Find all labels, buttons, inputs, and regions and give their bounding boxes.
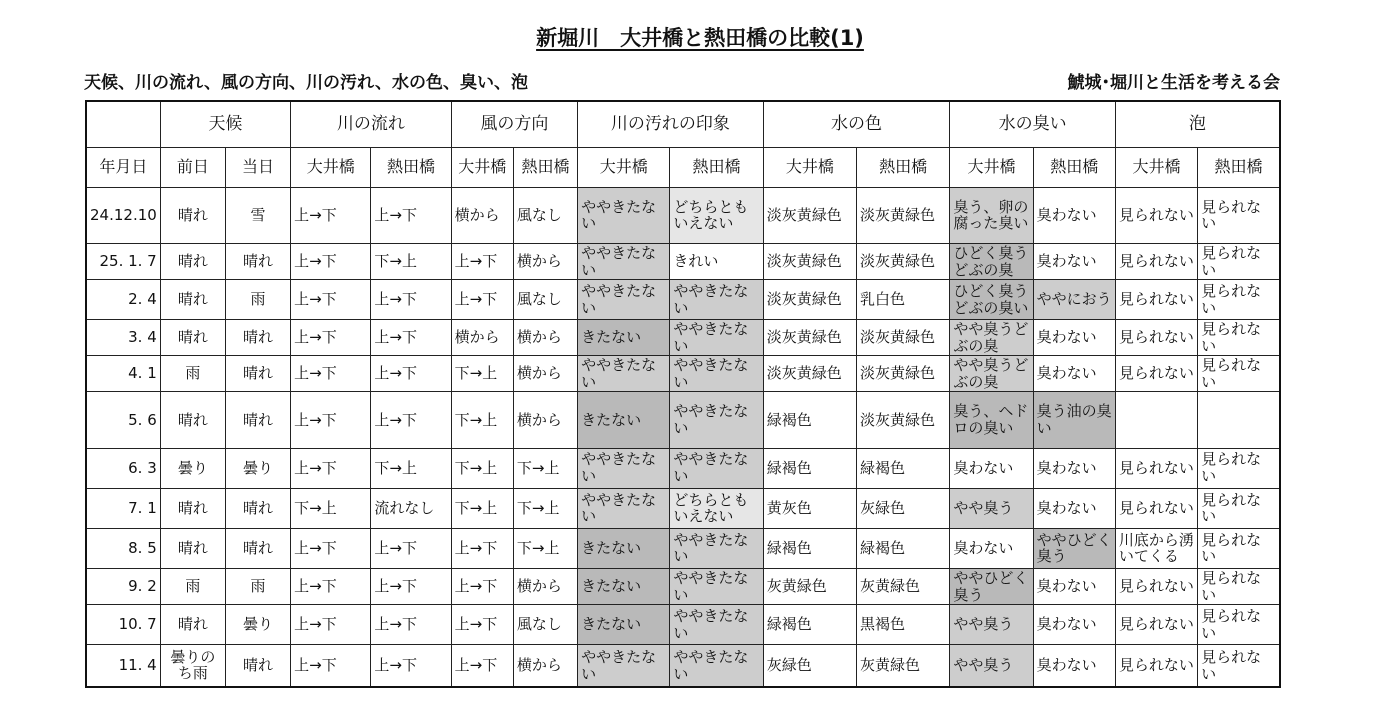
cell-wind-atsuta: 下→上 [513, 528, 577, 568]
cell-date: 10. 7 [86, 605, 160, 645]
cell-color-atsuta: 黒褐色 [857, 605, 950, 645]
cell-weather-prev: 晴れ [160, 280, 225, 320]
cell-smell-atsuta: ややひどく臭う [1033, 528, 1115, 568]
cell-dirt-oi: ややきたない [578, 356, 670, 392]
cell-foam-atsuta: 見られない [1198, 448, 1280, 488]
cell-flow-oi: 上→下 [291, 392, 371, 448]
cell-wind-oi: 下→上 [451, 356, 513, 392]
cell-dirt-oi: ややきたない [578, 645, 670, 687]
cell-flow-oi: 上→下 [291, 243, 371, 279]
cell-wind-atsuta: 横から [513, 243, 577, 279]
cell-wind-atsuta: 横から [513, 645, 577, 687]
cell-smell-atsuta: 臭わない [1033, 356, 1115, 392]
cell-flow-atsuta: 上→下 [371, 320, 451, 356]
cell-flow-oi: 上→下 [291, 528, 371, 568]
cell-weather-day: 曇り [225, 448, 290, 488]
cell-color-atsuta: 淡灰黄緑色 [857, 356, 950, 392]
cell-weather-prev: 晴れ [160, 320, 225, 356]
cell-foam-oi: 見られない [1115, 320, 1197, 356]
cell-wind-atsuta: 下→上 [513, 488, 577, 528]
document-subtitle: 天候、川の流れ、風の方向、川の汚れ、水の色、臭い、泡 [84, 73, 529, 93]
cell-flow-atsuta: 上→下 [371, 187, 451, 243]
cell-smell-atsuta: 臭わない [1033, 187, 1115, 243]
cell-foam-atsuta: 見られない [1198, 528, 1280, 568]
cell-weather-day: 雨 [225, 568, 290, 604]
header-foam: 泡 [1115, 101, 1280, 147]
document-title [0, 22, 1400, 52]
cell-date: 8. 5 [86, 528, 160, 568]
table-row [86, 605, 1280, 645]
cell-dirt-oi: きたない [578, 605, 670, 645]
cell-weather-prev: 晴れ [160, 488, 225, 528]
cell-foam-oi: 川底から湧いてくる [1115, 528, 1197, 568]
cell-date: 11. 4 [86, 645, 160, 687]
cell-dirt-oi: ややきたない [578, 488, 670, 528]
cell-weather-prev: 雨 [160, 356, 225, 392]
table-row [86, 320, 1280, 356]
cell-weather-day: 晴れ [225, 320, 290, 356]
cell-foam-oi [1115, 392, 1197, 448]
cell-flow-atsuta: 上→下 [371, 356, 451, 392]
cell-color-oi: 緑褐色 [763, 605, 856, 645]
cell-foam-atsuta: 見られない [1198, 356, 1280, 392]
cell-flow-atsuta: 上→下 [371, 528, 451, 568]
header-row-sub [86, 147, 1280, 187]
table-row [86, 528, 1280, 568]
cell-dirt-oi: きたない [578, 568, 670, 604]
cell-wind-oi: 下→上 [451, 488, 513, 528]
table-row [86, 356, 1280, 392]
cell-color-oi: 緑褐色 [763, 392, 856, 448]
organization-name: 鯱城･堀川と生活を考える会 [1067, 73, 1280, 93]
header-dirt-atsuta: 熱田橋 [670, 147, 763, 187]
cell-weather-prev: 曇り [160, 448, 225, 488]
cell-flow-oi: 上→下 [291, 320, 371, 356]
cell-foam-oi: 見られない [1115, 645, 1197, 687]
cell-dirt-oi: ややきたない [578, 448, 670, 488]
header-prev-day: 前日 [160, 147, 225, 187]
cell-smell-atsuta: ややにおう [1033, 280, 1115, 320]
cell-dirt-atsuta: きれい [670, 243, 763, 279]
cell-smell-atsuta: 臭わない [1033, 243, 1115, 279]
cell-date: 4. 1 [86, 356, 160, 392]
header-weather: 天候 [160, 101, 290, 147]
cell-foam-oi: 見られない [1115, 243, 1197, 279]
cell-dirt-oi: ややきたない [578, 280, 670, 320]
cell-color-atsuta: 乳白色 [857, 280, 950, 320]
cell-weather-day: 雨 [225, 280, 290, 320]
cell-weather-day: 晴れ [225, 392, 290, 448]
cell-foam-atsuta: 見られない [1198, 568, 1280, 604]
cell-flow-atsuta: 下→上 [371, 243, 451, 279]
cell-foam-atsuta: 見られない [1198, 320, 1280, 356]
cell-color-oi: 淡灰黄緑色 [763, 320, 856, 356]
cell-color-atsuta: 淡灰黄緑色 [857, 243, 950, 279]
cell-date: 2. 4 [86, 280, 160, 320]
cell-wind-oi: 横から [451, 320, 513, 356]
cell-flow-oi: 上→下 [291, 568, 371, 604]
cell-color-oi: 淡灰黄緑色 [763, 280, 856, 320]
cell-wind-oi: 上→下 [451, 605, 513, 645]
header-same-day: 当日 [225, 147, 290, 187]
cell-smell-oi: やや臭う [950, 488, 1033, 528]
table-row [86, 243, 1280, 279]
cell-weather-prev: 晴れ [160, 187, 225, 243]
cell-color-oi: 淡灰黄緑色 [763, 356, 856, 392]
cell-weather-day: 晴れ [225, 645, 290, 687]
cell-wind-oi: 上→下 [451, 528, 513, 568]
cell-color-atsuta: 淡灰黄緑色 [857, 320, 950, 356]
cell-flow-oi: 上→下 [291, 356, 371, 392]
header-date: 年月日 [86, 147, 160, 187]
cell-color-oi: 灰緑色 [763, 645, 856, 687]
cell-smell-oi: 臭う、卵の腐った臭い [950, 187, 1033, 243]
cell-wind-oi: 上→下 [451, 243, 513, 279]
header-blank [86, 101, 160, 147]
cell-dirt-oi: きたない [578, 392, 670, 448]
cell-weather-day: 晴れ [225, 528, 290, 568]
cell-weather-prev: 晴れ [160, 528, 225, 568]
cell-flow-atsuta: 下→上 [371, 448, 451, 488]
cell-foam-atsuta [1198, 392, 1280, 448]
cell-weather-day: 雪 [225, 187, 290, 243]
cell-wind-atsuta: 横から [513, 320, 577, 356]
cell-foam-oi: 見られない [1115, 605, 1197, 645]
header-flow: 川の流れ [291, 101, 452, 147]
cell-flow-oi: 下→上 [291, 488, 371, 528]
cell-smell-atsuta: 臭わない [1033, 645, 1115, 687]
cell-color-oi: 黄灰色 [763, 488, 856, 528]
cell-smell-oi: やや臭うどぶの臭 [950, 320, 1033, 356]
cell-weather-day: 晴れ [225, 488, 290, 528]
cell-dirt-atsuta: ややきたない [670, 320, 763, 356]
cell-foam-oi: 見られない [1115, 187, 1197, 243]
header-color: 水の色 [763, 101, 950, 147]
cell-smell-atsuta: 臭わない [1033, 605, 1115, 645]
header-foam-oi: 大井橋 [1115, 147, 1197, 187]
table-row [86, 392, 1280, 448]
cell-date: 6. 3 [86, 448, 160, 488]
cell-smell-atsuta: 臭わない [1033, 448, 1115, 488]
cell-foam-atsuta: 見られない [1198, 488, 1280, 528]
document-title-text: 新堀川 大井橋と熱田橋の比較(1) [536, 26, 864, 50]
cell-flow-oi: 上→下 [291, 645, 371, 687]
cell-date: 25. 1. 7 [86, 243, 160, 279]
header-wind: 風の方向 [451, 101, 577, 147]
cell-wind-atsuta: 風なし [513, 605, 577, 645]
cell-wind-atsuta: 風なし [513, 187, 577, 243]
cell-date: 5. 6 [86, 392, 160, 448]
cell-flow-atsuta: 上→下 [371, 392, 451, 448]
cell-foam-atsuta: 見られない [1198, 280, 1280, 320]
cell-smell-oi: やや臭う [950, 645, 1033, 687]
cell-smell-oi: 臭わない [950, 528, 1033, 568]
cell-weather-day: 晴れ [225, 356, 290, 392]
cell-smell-oi: 臭う、ヘドロの臭い [950, 392, 1033, 448]
cell-foam-atsuta: 見られない [1198, 605, 1280, 645]
cell-smell-atsuta: 臭わない [1033, 568, 1115, 604]
cell-weather-prev: 晴れ [160, 392, 225, 448]
cell-wind-oi: 上→下 [451, 645, 513, 687]
cell-color-atsuta: 灰黄緑色 [857, 568, 950, 604]
cell-flow-oi: 上→下 [291, 280, 371, 320]
header-foam-atsuta: 熱田橋 [1198, 147, 1280, 187]
cell-foam-atsuta: 見られない [1198, 645, 1280, 687]
cell-wind-oi: 下→上 [451, 448, 513, 488]
cell-wind-atsuta: 横から [513, 568, 577, 604]
cell-dirt-atsuta: ややきたない [670, 448, 763, 488]
cell-smell-atsuta: 臭わない [1033, 488, 1115, 528]
cell-smell-oi: 臭わない [950, 448, 1033, 488]
cell-color-oi: 淡灰黄緑色 [763, 187, 856, 243]
cell-wind-oi: 下→上 [451, 392, 513, 448]
cell-wind-atsuta: 横から [513, 356, 577, 392]
cell-flow-oi: 上→下 [291, 448, 371, 488]
cell-foam-oi: 見られない [1115, 488, 1197, 528]
cell-dirt-atsuta: どちらともいえない [670, 187, 763, 243]
cell-smell-oi: ひどく臭うどぶの臭い [950, 280, 1033, 320]
header-smell: 水の臭い [950, 101, 1116, 147]
cell-dirt-atsuta: ややきたない [670, 645, 763, 687]
cell-wind-atsuta: 横から [513, 392, 577, 448]
comparison-table [85, 100, 1281, 688]
table-row [86, 645, 1280, 687]
cell-weather-day: 晴れ [225, 243, 290, 279]
cell-color-oi: 緑褐色 [763, 448, 856, 488]
header-flow-oi: 大井橋 [291, 147, 371, 187]
cell-date: 7. 1 [86, 488, 160, 528]
table-row [86, 280, 1280, 320]
cell-smell-atsuta: 臭わない [1033, 320, 1115, 356]
cell-dirt-oi: きたない [578, 320, 670, 356]
cell-color-oi: 緑褐色 [763, 528, 856, 568]
cell-weather-prev: 曇りのち雨 [160, 645, 225, 687]
header-color-atsuta: 熱田橋 [857, 147, 950, 187]
cell-foam-oi: 見られない [1115, 568, 1197, 604]
table-row [86, 568, 1280, 604]
cell-dirt-oi: ややきたない [578, 187, 670, 243]
header-flow-atsuta: 熱田橋 [371, 147, 451, 187]
header-dirt-oi: 大井橋 [578, 147, 670, 187]
header-smell-oi: 大井橋 [950, 147, 1033, 187]
header-color-oi: 大井橋 [763, 147, 856, 187]
cell-foam-oi: 見られない [1115, 280, 1197, 320]
cell-color-oi: 淡灰黄緑色 [763, 243, 856, 279]
cell-color-atsuta: 緑褐色 [857, 528, 950, 568]
cell-smell-oi: ややひどく臭う [950, 568, 1033, 604]
cell-smell-oi: やや臭う [950, 605, 1033, 645]
cell-color-atsuta: 灰黄緑色 [857, 645, 950, 687]
cell-dirt-oi: きたない [578, 528, 670, 568]
cell-weather-prev: 晴れ [160, 243, 225, 279]
cell-color-atsuta: 緑褐色 [857, 448, 950, 488]
header-wind-oi: 大井橋 [451, 147, 513, 187]
cell-foam-atsuta: 見られない [1198, 243, 1280, 279]
cell-dirt-atsuta: ややきたない [670, 528, 763, 568]
cell-date: 9. 2 [86, 568, 160, 604]
cell-foam-oi: 見られない [1115, 448, 1197, 488]
cell-foam-atsuta: 見られない [1198, 187, 1280, 243]
cell-dirt-atsuta: ややきたない [670, 356, 763, 392]
cell-dirt-atsuta: ややきたない [670, 392, 763, 448]
cell-dirt-atsuta: どちらともいえない [670, 488, 763, 528]
cell-color-atsuta: 淡灰黄緑色 [857, 392, 950, 448]
cell-dirt-atsuta: ややきたない [670, 605, 763, 645]
header-row-groups [86, 101, 1280, 147]
cell-smell-atsuta: 臭う油の臭い [1033, 392, 1115, 448]
cell-wind-atsuta: 風なし [513, 280, 577, 320]
cell-flow-atsuta: 上→下 [371, 605, 451, 645]
cell-foam-oi: 見られない [1115, 356, 1197, 392]
cell-smell-oi: やや臭うどぶの臭 [950, 356, 1033, 392]
cell-weather-prev: 雨 [160, 568, 225, 604]
table-row [86, 448, 1280, 488]
cell-flow-atsuta: 流れなし [371, 488, 451, 528]
cell-wind-atsuta: 下→上 [513, 448, 577, 488]
header-dirt: 川の汚れの印象 [578, 101, 764, 147]
cell-flow-atsuta: 上→下 [371, 568, 451, 604]
cell-flow-oi: 上→下 [291, 605, 371, 645]
cell-weather-prev: 晴れ [160, 605, 225, 645]
cell-flow-atsuta: 上→下 [371, 280, 451, 320]
cell-date: 24.12.10 [86, 187, 160, 243]
cell-dirt-oi: ややきたない [578, 243, 670, 279]
cell-dirt-atsuta: ややきたない [670, 280, 763, 320]
cell-date: 3. 4 [86, 320, 160, 356]
cell-wind-oi: 上→下 [451, 280, 513, 320]
cell-color-oi: 灰黄緑色 [763, 568, 856, 604]
cell-smell-oi: ひどく臭うどぶの臭 [950, 243, 1033, 279]
cell-weather-day: 曇り [225, 605, 290, 645]
cell-flow-oi: 上→下 [291, 187, 371, 243]
cell-wind-oi: 上→下 [451, 568, 513, 604]
cell-wind-oi: 横から [451, 187, 513, 243]
cell-flow-atsuta: 上→下 [371, 645, 451, 687]
cell-dirt-atsuta: ややきたない [670, 568, 763, 604]
header-smell-atsuta: 熱田橋 [1033, 147, 1115, 187]
cell-color-atsuta: 灰緑色 [857, 488, 950, 528]
table-row [86, 187, 1280, 243]
cell-color-atsuta: 淡灰黄緑色 [857, 187, 950, 243]
table-row [86, 488, 1280, 528]
header-wind-atsuta: 熱田橋 [513, 147, 577, 187]
